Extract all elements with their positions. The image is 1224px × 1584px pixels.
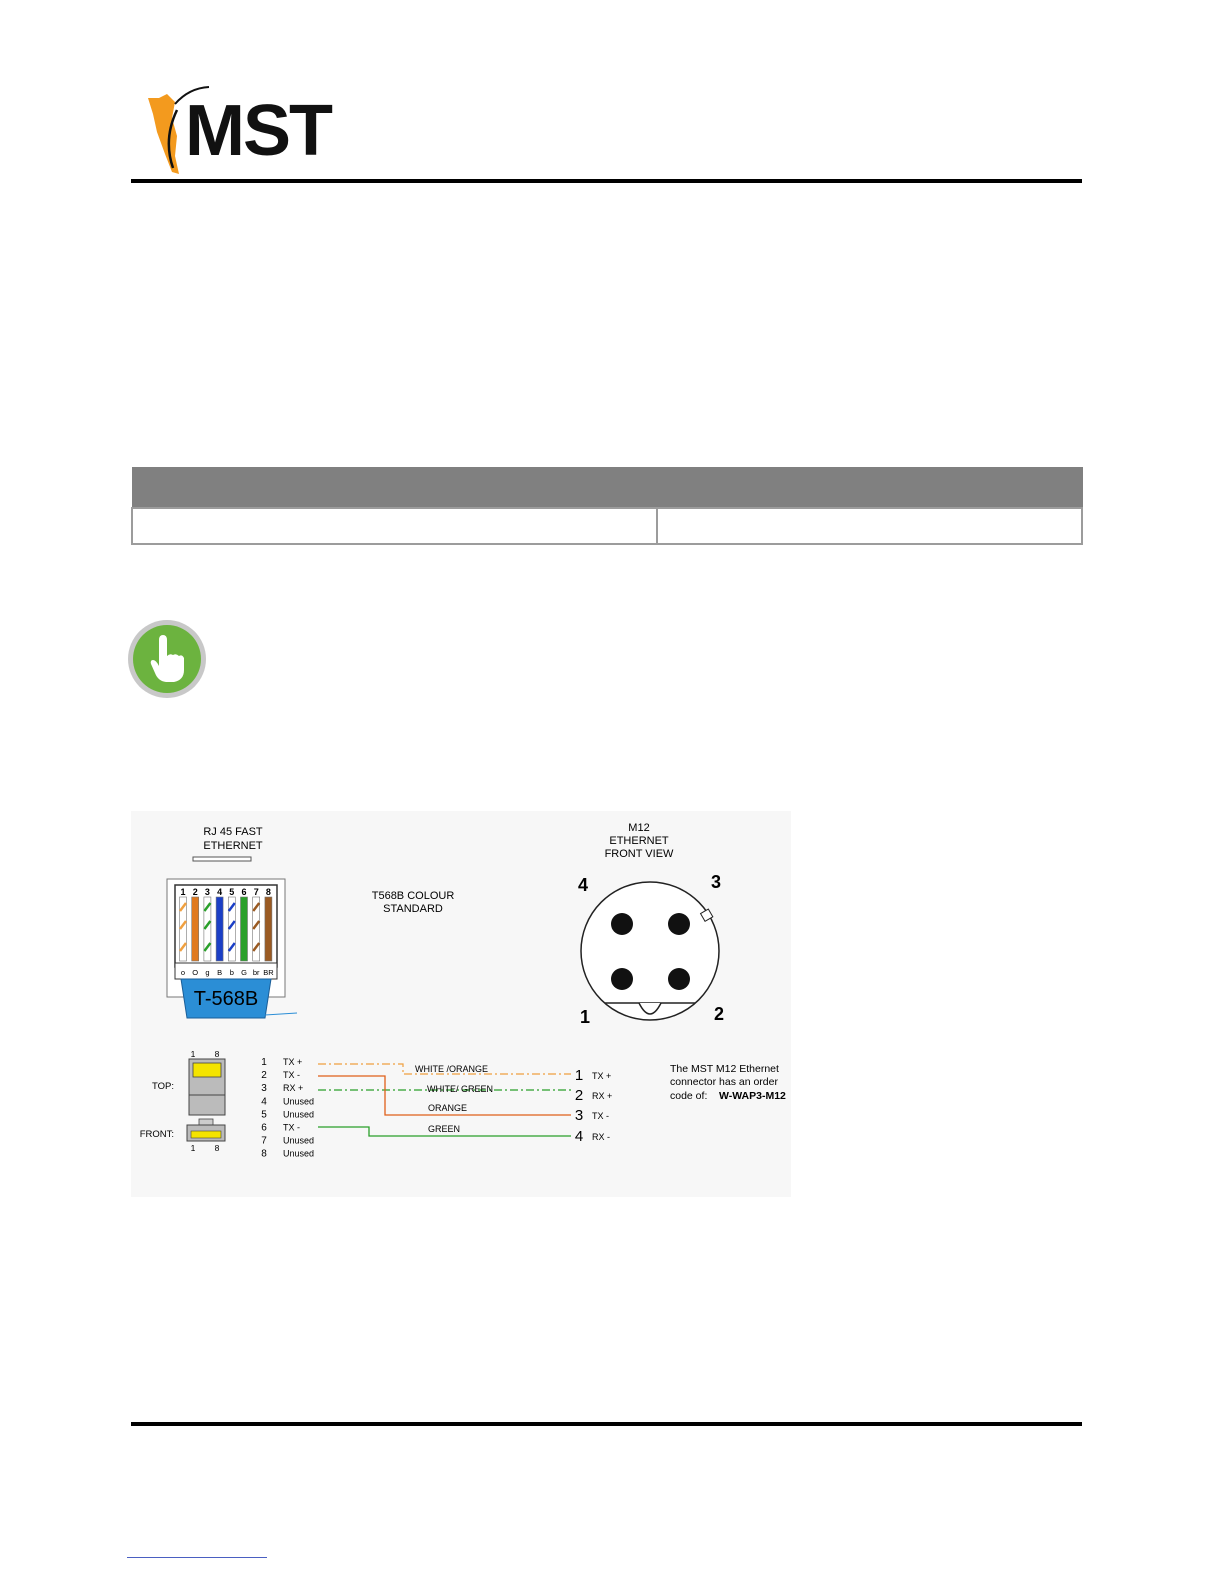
top-label: TOP: [152,1081,174,1092]
mst-logo [145,84,345,179]
front-label: FRONT: [139,1129,174,1140]
m12-pin-list [575,1067,612,1145]
pin-range-label: 1 [190,1049,196,1059]
logo-text: MST [185,91,331,171]
m12-list-pin-signal: RX + [592,1091,613,1101]
plug-pin-number: 7 [253,887,259,897]
m12-list-pin-number: 4 [574,1128,584,1145]
rj45-top-view [189,1059,225,1115]
m12-title-2: ETHERNET [609,835,669,847]
wiring-diagram [131,811,791,1197]
rj45-pin-number: 7 [261,1135,267,1147]
m12-list-pin-number: 3 [574,1107,584,1124]
pin-range-label: 1 [190,1143,196,1153]
m12-pin-label: 4 [577,875,589,895]
m12-pin-4 [611,913,633,935]
plug-pin-number: 3 [204,887,210,897]
wiring-diagram-svg [131,811,791,1197]
order-code: W-WAP3-M12 [719,1090,786,1102]
m12-title: M12 [628,822,650,834]
table-header-cell [132,468,657,509]
plug-pin-code: b [229,968,234,977]
plug-pin-number: 8 [265,887,271,897]
rj45-pin-signal: TX - [283,1070,300,1081]
pin-range-label: 8 [214,1049,220,1059]
plug-pin-number: 4 [217,887,223,897]
plug-pin-number: 2 [192,887,198,897]
plug-label: T-568B [193,988,259,1010]
rj45-pin-number: 1 [261,1057,267,1068]
plug-wire [241,897,248,961]
plug-pin-code: G [241,968,247,977]
rj45-pin-signal: Unused [283,1109,315,1120]
pin-range-label: 8 [214,1143,220,1153]
rj45-pin-signal: Unused [283,1096,315,1107]
order-note-2: connector has an order [670,1076,778,1088]
wire-lines [318,1064,571,1136]
m12-list-pin-number: 1 [574,1067,584,1084]
rj45-pin-signal: TX - [283,1122,300,1133]
footer-rule [131,1422,1082,1426]
pointing-hand-icon [126,618,208,700]
standard-label: T568B COLOUR [371,890,455,902]
rj45-pin-signal: TX + [283,1057,303,1067]
m12-title-3: FRONT VIEW [604,848,674,860]
plug-pin-code: g [205,968,210,977]
m12-pin-label: 3 [710,872,722,892]
spec-table [131,467,1083,545]
table-cell [132,508,657,544]
plug-wire [265,897,272,961]
plug-pin-number: 6 [241,887,247,897]
rj45-pin-signal: RX + [283,1083,304,1094]
plug-wire [192,897,199,961]
order-note-prefix: code of: [670,1090,708,1102]
m12-list-pin-signal: TX - [592,1111,609,1121]
rj45-pin-number: 3 [261,1083,267,1095]
plug-pin-code: BR [263,968,274,977]
rj45-pin-number: 5 [261,1109,267,1121]
wire-label: WHITE/ GREEN [427,1084,494,1094]
rj45-pin-signal: Unused [283,1148,315,1159]
rj45-pin-number: 8 [261,1148,267,1160]
m12-pin-2 [668,968,690,990]
rj45-pin-number: 4 [261,1096,267,1108]
rj45-title: RJ 45 FAST [203,826,263,838]
plug-pin-code: o [180,968,186,977]
plug-pin-code: br [252,968,260,977]
plug-pin-number: 1 [180,887,186,897]
wire-label: WHITE /ORANGE [415,1064,489,1074]
wire-label: ORANGE [428,1103,468,1113]
footer-link-underline [127,1557,267,1558]
m12-pin-3 [668,913,690,935]
rj45-pin-signal: Unused [283,1135,315,1146]
standard-label-2: STANDARD [383,903,443,915]
m12-list-pin-number: 2 [574,1087,584,1104]
m12-list-pin-signal: RX - [592,1132,610,1142]
m12-pin-1 [611,968,633,990]
table-row [132,508,1082,544]
table-header-row [132,468,1082,509]
rj45-pin-list [261,1057,314,1160]
rj45-title-2: ETHERNET [203,840,263,852]
logo-map-shape [148,94,179,174]
order-note: The MST M12 Ethernet [670,1063,779,1075]
rj45-plug [167,857,297,1018]
rj45-pin-number: 2 [261,1070,267,1082]
m12-connector [578,872,724,1027]
m12-list-pin-signal: TX + [592,1071,612,1081]
rj45-front-view [187,1119,225,1141]
plug-pin-code: B [217,968,223,977]
m12-pin-label: 1 [579,1007,591,1027]
header-rule [131,179,1082,183]
plug-pin-code: O [192,968,199,977]
plug-wire [216,897,223,961]
wire-label: GREEN [428,1124,461,1134]
rj45-pin-number: 6 [261,1122,267,1134]
plug-pin-number: 5 [229,887,235,897]
table-cell [657,508,1082,544]
table-header-cell [657,468,1082,509]
m12-pin-label: 2 [713,1004,725,1024]
